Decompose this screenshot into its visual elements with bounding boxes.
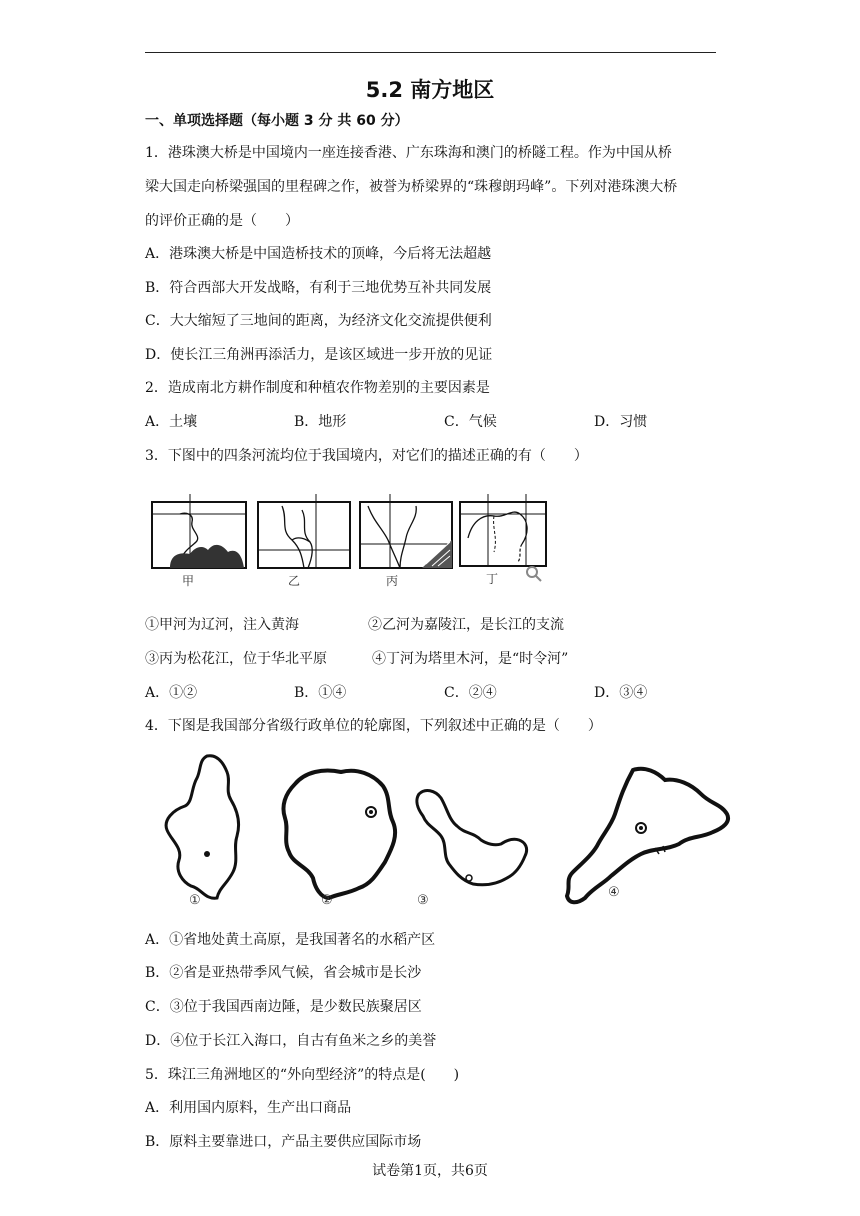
river-map-ding [460,494,546,581]
q2-option-b[interactable]: B．地形 [294,414,347,430]
river-map-yi [258,494,350,568]
q2-option-a[interactable]: A．土壤 [145,414,198,430]
q5-option-b[interactable]: B．原料主要靠进口，产品主要供应国际市场 [145,1134,422,1150]
q1-stem-line3: 的评价正确的是（ ） [145,213,299,229]
map-label-bing: 丙 [386,574,399,588]
q5-stem: 5．珠江三角洲地区的“外向型经济”的特点是( ) [145,1067,460,1083]
province-outlines-figure [145,748,735,916]
map-label-yi: 乙 [288,574,301,588]
province-outline-4 [567,769,728,903]
province-outline-3 [417,791,527,885]
province-label-1: ① [189,893,201,908]
q2-option-d[interactable]: D．习惯 [594,414,648,430]
q3-option-c[interactable]: C．②④ [444,685,497,701]
q3-statement-3: ③丙为松花江，位于华北平原 [145,651,327,667]
q4-option-d[interactable]: D．④位于长江入海口，自古有鱼米之乡的美誉 [145,1033,437,1049]
q3-statement-2: ②乙河为嘉陵江，是长江的支流 [368,617,564,633]
q1-stem-line1: 1．港珠澳大桥是中国境内一座连接香港、广东珠海和澳门的桥隧工程。作为中国从桥 [145,145,672,161]
q3-statement-4: ④丁河为塔里木河，是“时令河” [372,651,569,667]
q2-stem: 2．造成南北方耕作制度和种植农作物差别的主要因素是 [145,380,490,396]
q3-option-a[interactable]: A．①② [145,685,198,701]
q4-option-b[interactable]: B．②省是亚热带季风气候，省会城市是长沙 [145,965,422,981]
province-label-3: ③ [417,893,429,908]
province-label-4: ④ [608,885,620,900]
q3-statement-1: ①甲河为辽河，注入黄海 [145,617,299,633]
river-map-jia [152,494,246,568]
q1-option-b[interactable]: B．符合西部大开发战略，有利于三地优势互补共同发展 [145,280,492,296]
section-heading: 一、单项选择题（每小题 3 分 共 60 分） [145,113,409,129]
q1-option-c[interactable]: C．大大缩短了三地间的距离，为经济文化交流提供便利 [145,313,492,329]
q3-option-b[interactable]: B．①④ [294,685,347,701]
q1-stem-line2: 梁大国走向桥梁强国的里程碑之作，被誉为桥梁界的“珠穆朗玛峰”。下列对港珠澳大桥 [145,179,678,195]
map-label-jia: 甲 [182,574,195,588]
q3-option-d[interactable]: D．③④ [594,685,648,701]
zoom-icon[interactable] [527,567,537,577]
q1-option-a[interactable]: A．港珠澳大桥是中国造桥技术的顶峰，今后将无法超越 [145,246,492,262]
map-label-ding: 丁 [486,572,499,586]
province-outline-1 [166,756,239,899]
q1-option-d[interactable]: D．使长江三角洲再添活力，是该区域进一步开放的见证 [145,347,493,363]
province-label-2: ② [321,893,333,908]
q4-stem: 4．下图是我国部分省级行政单位的轮廓图，下列叙述中正确的是（ ） [145,718,602,734]
province-outline-2 [283,771,395,899]
page-footer: 试卷第1页，共6页 [372,1163,488,1179]
page-title: 5.2 南方地区 [365,78,495,102]
q5-option-a[interactable]: A．利用国内原料，生产出口商品 [145,1100,352,1116]
q4-option-a[interactable]: A．①省地处黄土高原，是我国著名的水稻产区 [145,932,436,948]
river-map-bing [360,494,452,568]
q2-option-c[interactable]: C．气候 [444,414,497,430]
q4-option-c[interactable]: C．③位于我国西南边陲，是少数民族聚居区 [145,999,422,1015]
header-rule [145,52,716,53]
q3-stem: 3．下图中的四条河流均位于我国境内，对它们的描述正确的有（ ） [145,448,588,464]
